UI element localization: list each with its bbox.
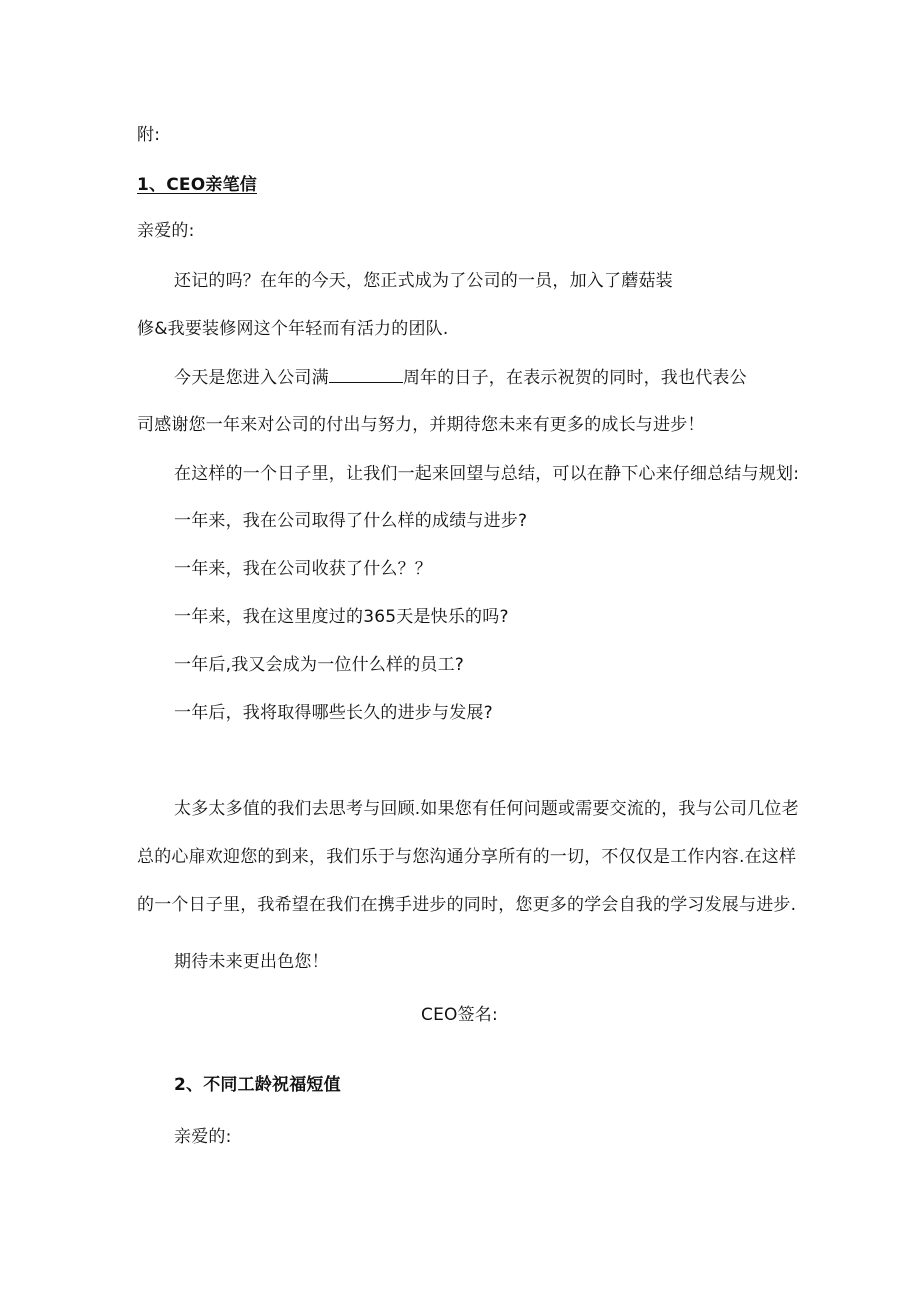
years-blank-field <box>329 368 403 383</box>
paragraph2-text-before-blank: 今天是您进入公司满 <box>174 368 329 388</box>
section1-heading: 1、CEO亲笔信 <box>137 175 257 195</box>
question-item: 一年来，我在公司取得了什么样的成绩与进步? <box>174 511 528 531</box>
appendix-label: 附: <box>137 125 161 145</box>
section2-heading: 2、不同工龄祝福短值 <box>174 1075 341 1095</box>
paragraph4-line2: 总的心扉欢迎您的到来，我们乐于与您沟通分享所有的一切，不仅仅是工作内容.在这样 <box>137 847 797 867</box>
question-item: 一年后,我又会成为一位什么样的员工? <box>174 655 465 675</box>
question-item: 一年来，我在这里度过的365天是快乐的吗? <box>174 607 509 627</box>
question-item: 一年来，我在公司收获了什么？？ <box>174 559 432 579</box>
section2-salutation: 亲爱的: <box>174 1127 232 1147</box>
paragraph3: 在这样的一个日子里，让我们一起来回望与总结，可以在静下心来仔细总结与规划: <box>174 464 800 484</box>
closing-line: 期待未来更出色您！ <box>174 952 329 972</box>
paragraph2-line2: 司感谢您一年来对公司的付出与努力，并期待您未来有更多的成长与进步！ <box>137 415 705 435</box>
question-item: 一年后，我将取得哪些长久的进步与发展? <box>174 703 493 723</box>
paragraph4-line1: 太多太多值的我们去思考与回顾.如果您有任何问题或需要交流的，我与公司几位老 <box>174 799 799 819</box>
paragraph2-line1 <box>174 367 747 389</box>
ceo-signature-label: CEO签名: <box>421 1005 498 1025</box>
paragraph2-text-after-blank: 周年的日子，在表示祝贺的同时，我也代表公 <box>402 368 747 388</box>
paragraph1-line2: 修&我要装修网这个年轻而有活力的团队. <box>137 319 449 339</box>
paragraph1-line1: 还记的吗？在年的今天，您正式成为了公司的一员，加入了蘑菇装 <box>174 271 673 291</box>
letter-salutation: 亲爱的: <box>137 221 195 241</box>
paragraph4-line3: 的一个日子里，我希望在我们在携手进步的同时，您更多的学会自我的学习发展与进步. <box>137 895 797 915</box>
